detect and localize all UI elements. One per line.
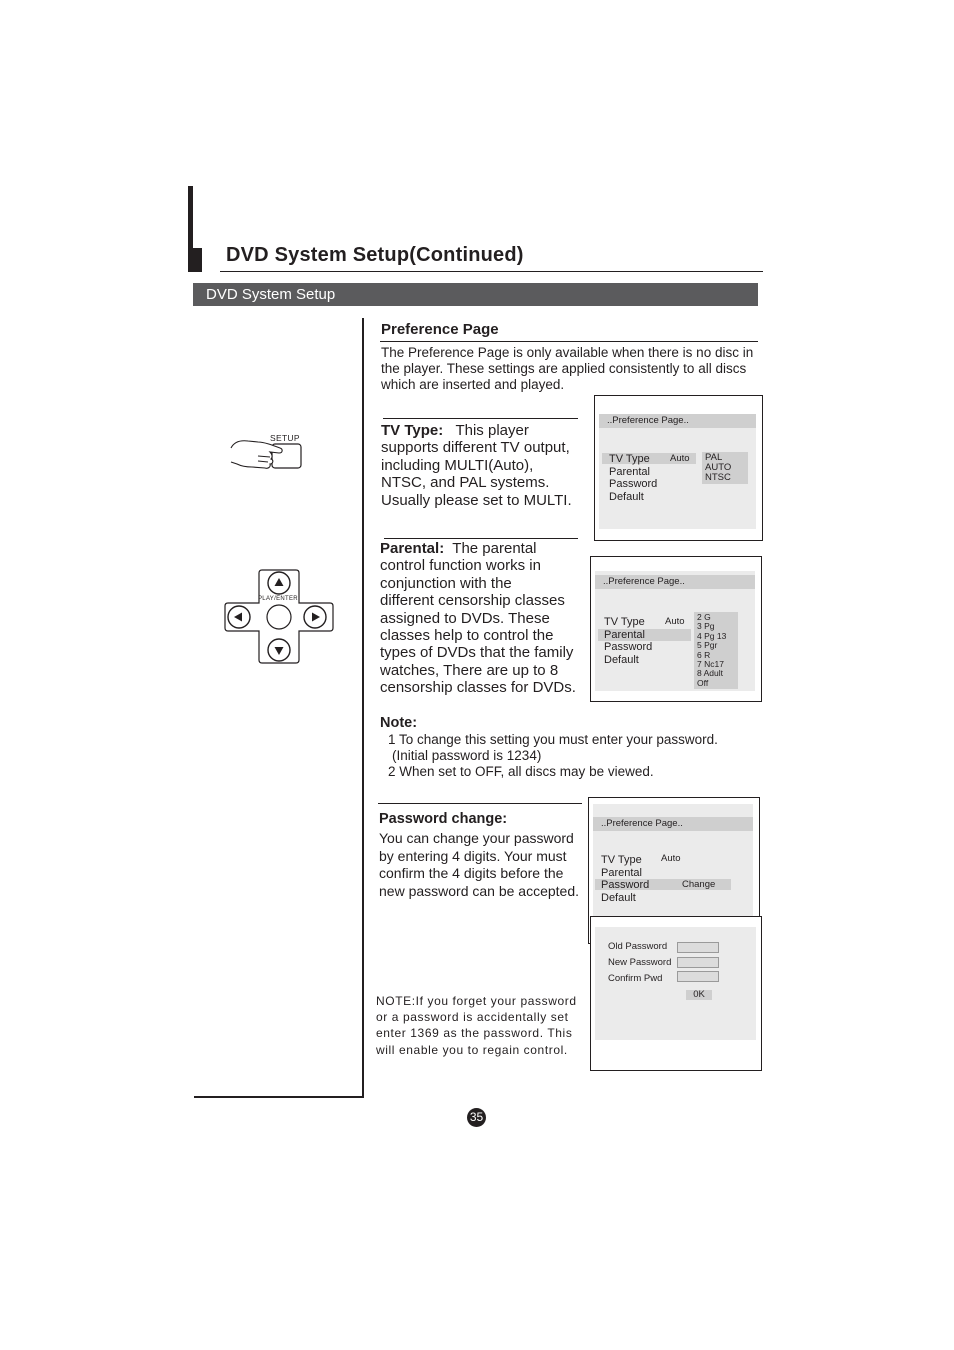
tv-type-screen (594, 395, 763, 541)
header-accent-tab (188, 248, 202, 272)
menu-item-parental: Parental (604, 628, 645, 641)
password-line: by entering 4 digits. Your must (379, 847, 567, 864)
note-line: (Initial password is 1234) (392, 748, 542, 763)
screen-header: ..Preference Page.. (595, 575, 755, 589)
new-password-label: New Password (608, 957, 672, 968)
parental-label: Parental: (380, 540, 445, 557)
parental-option: 6 R (697, 649, 711, 660)
menu-item-default: Default (609, 490, 644, 503)
parental-line: censorship classes for DVDs. (380, 679, 576, 697)
preference-heading: Preference Page (381, 321, 499, 338)
screen-header: ..Preference Page.. (599, 414, 756, 428)
password-dialog (590, 916, 762, 1071)
menu-item-tv-type: TV Type (604, 616, 645, 628)
parental-line: assigned to DVDs. These (380, 609, 550, 627)
confirm-password-label: Confirm Pwd (608, 973, 663, 984)
tv-type-label: TV Type: (381, 422, 444, 439)
menu-item-password: Password (609, 478, 658, 490)
parental-option: 3 Pg (697, 621, 715, 632)
column-divider (362, 318, 364, 1098)
forget-line: will enable you to regain control. (376, 1042, 568, 1057)
forget-line: or a password is accidentally set (376, 1010, 569, 1025)
section-bar: DVD System Setup (193, 283, 758, 306)
parental-line: control function works in (380, 557, 541, 575)
direction-pad-icon (222, 567, 336, 666)
parental-line: types of DVDs that the family (380, 644, 574, 662)
tv-option: AUTO (705, 462, 732, 473)
forget-line: enter 1369 as the password. This (376, 1026, 573, 1041)
tv-option: PAL (705, 452, 723, 463)
tv-type-line: This player (455, 422, 529, 439)
hand-pressing-setup-icon (228, 436, 306, 472)
screen-menu (604, 616, 652, 666)
old-password-field (677, 942, 719, 953)
note-line: 1 To change this setting you must enter your password. (388, 732, 718, 747)
menu-item-tv-type: TV Type (609, 453, 650, 465)
confirm-password-field (677, 971, 719, 982)
tv-type-options (702, 452, 748, 484)
password-rule (378, 803, 582, 804)
parental-options (694, 612, 738, 689)
tv-type-rule (383, 418, 578, 419)
menu-item-tv-type: TV Type (601, 854, 642, 866)
tv-type-value: Auto (670, 453, 690, 464)
menu-item-default: Default (604, 653, 639, 666)
setup-key-label: SETUP (270, 433, 300, 443)
note-heading: Note: (380, 715, 418, 731)
parental-line: watches, There are up to 8 (380, 661, 559, 679)
preference-rule (380, 341, 758, 342)
tv-type-line: NTSC, and PAL systems. (381, 474, 550, 492)
menu-item-password: Password (604, 641, 653, 653)
password-line: new password can be accepted. (379, 883, 580, 900)
page-number: 35 (467, 1108, 486, 1127)
old-password-label: Old Password (608, 941, 668, 952)
tv-type-text (381, 422, 591, 509)
new-password-field (677, 957, 719, 968)
menu-item-parental: Parental (601, 866, 642, 879)
parental-option: 2 G (697, 612, 711, 622)
parental-rule (384, 538, 578, 539)
page-title: DVD System Setup(Continued) (226, 244, 524, 266)
parental-option: 5 Pgr (697, 640, 718, 651)
password-change-heading: Password change: (379, 811, 508, 827)
change-option: Change (682, 879, 716, 890)
menu-item-password: Password (601, 879, 650, 891)
menu-item-default: Default (601, 891, 636, 904)
screen-menu (609, 453, 657, 503)
forget-line: NOTE:If you forget your password (376, 994, 577, 1008)
password-change-text (379, 830, 591, 901)
screen-header: ..Preference Page.. (593, 817, 753, 831)
tv-type-value: Auto (661, 853, 681, 864)
parental-screen (590, 556, 762, 702)
parental-line: conjunction with the (380, 574, 512, 592)
parental-text (380, 540, 590, 697)
note-line: 2 When set to OFF, all discs may be viewed. (388, 764, 654, 779)
tv-type-value: Auto (665, 616, 685, 627)
parental-line: different censorship classes (380, 592, 565, 610)
parental-option: 4 Pg 13 (697, 630, 727, 641)
parental-option: Off (697, 677, 709, 688)
password-line: You can change your password (379, 830, 574, 846)
play-enter-label: PLAY/ENTER (258, 596, 298, 602)
column-bottom-rule (194, 1096, 364, 1098)
preference-intro: The Preference Page is only available when there is no disc in the player. These settings are applied consistently to all discs which are inserted and played. (381, 345, 754, 392)
parental-option: 7 Nc17 (697, 659, 724, 670)
tv-type-line: Usually please set to MULTI. (381, 491, 572, 509)
title-rule (220, 271, 763, 272)
forget-password-note (376, 993, 591, 1058)
tv-type-line: including MULTI(Auto), (381, 456, 534, 474)
tv-option: NTSC (705, 472, 731, 483)
password-line: confirm the 4 digits before the (379, 865, 564, 882)
menu-item-parental: Parental (609, 465, 650, 478)
parental-line: classes help to control the (380, 627, 554, 645)
parental-option: 8 Adult (697, 668, 723, 679)
parental-line: The parental (452, 540, 537, 557)
screen-menu (601, 854, 649, 904)
ok-button: 0K (686, 990, 712, 1000)
tv-type-line: supports different TV output, (381, 439, 570, 457)
